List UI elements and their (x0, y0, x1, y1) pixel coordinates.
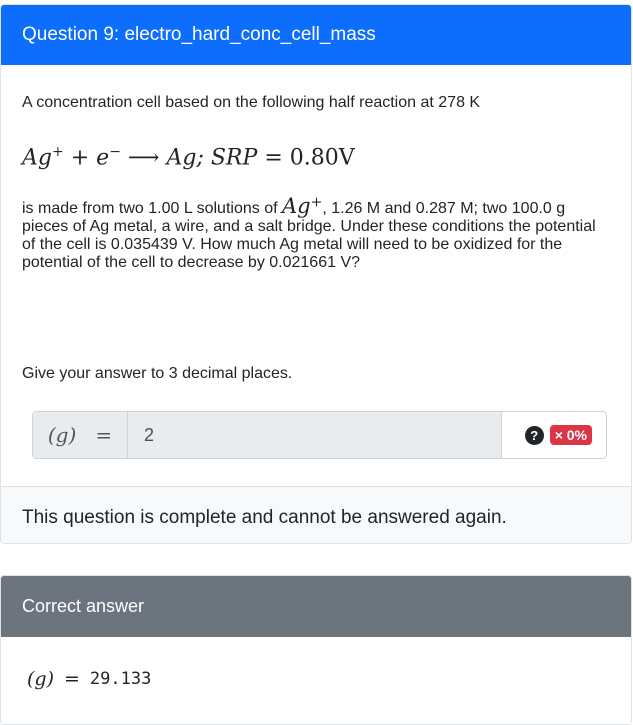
species-ag: Ag (281, 194, 311, 218)
answer-unit-label (33, 412, 128, 458)
answer-unit: (g) (47, 423, 77, 447)
species-charge: + (310, 194, 323, 211)
correct-answer-unit: (g) (27, 668, 54, 690)
answer-input[interactable]: 2 (128, 412, 502, 458)
reaction-arrow: ⟶ (127, 145, 160, 171)
product-ag: Ag; (166, 145, 204, 171)
srp-label: SRP (210, 145, 258, 171)
correct-answer-header: Correct answer (1, 576, 631, 637)
plus-sign: + (70, 145, 90, 171)
electron: e (96, 145, 110, 171)
question-card (0, 4, 632, 544)
srp-value: 0.80V (289, 145, 355, 171)
question-title: Question 9: electro_hard_conc_cell_mass (1, 5, 631, 65)
correct-answer-equals: = (64, 668, 80, 690)
reactant-ag: Ag (22, 145, 52, 171)
answer-equals: = (95, 423, 113, 447)
body-text-2: , 1.26 M and 0.287 M; two 100.0 g pieces of Ag metal, a wire, and a salt bridge. Under these conditions the potential of the cell is 0.035439 V. How much Ag metal will need to be oxidized for the potential of the cell to decrease by 0.021661 V? (22, 200, 596, 271)
status-message: This question is complete and cannot be answered again. (1, 486, 632, 544)
half-reaction (22, 144, 612, 170)
correct-answer-row (27, 668, 151, 690)
question-intro: A concentration cell based on the following half reaction at 278 K (22, 94, 481, 111)
question-body (22, 194, 612, 272)
answer-status (502, 412, 606, 458)
body-text-1: is made from two 1.00 L solutions of (22, 200, 282, 217)
answer-input-group (32, 411, 607, 459)
question-circle-icon[interactable]: ? (525, 426, 544, 445)
srp-equals: = (264, 145, 283, 171)
score-badge: × 0% (550, 425, 592, 445)
electron-charge: − (109, 144, 121, 160)
correct-answer-value: 29.133 (89, 669, 152, 689)
correct-answer-card (0, 575, 632, 725)
reactant-charge: + (51, 144, 64, 160)
question-instruction: Give your answer to 3 decimal places. (22, 365, 293, 382)
